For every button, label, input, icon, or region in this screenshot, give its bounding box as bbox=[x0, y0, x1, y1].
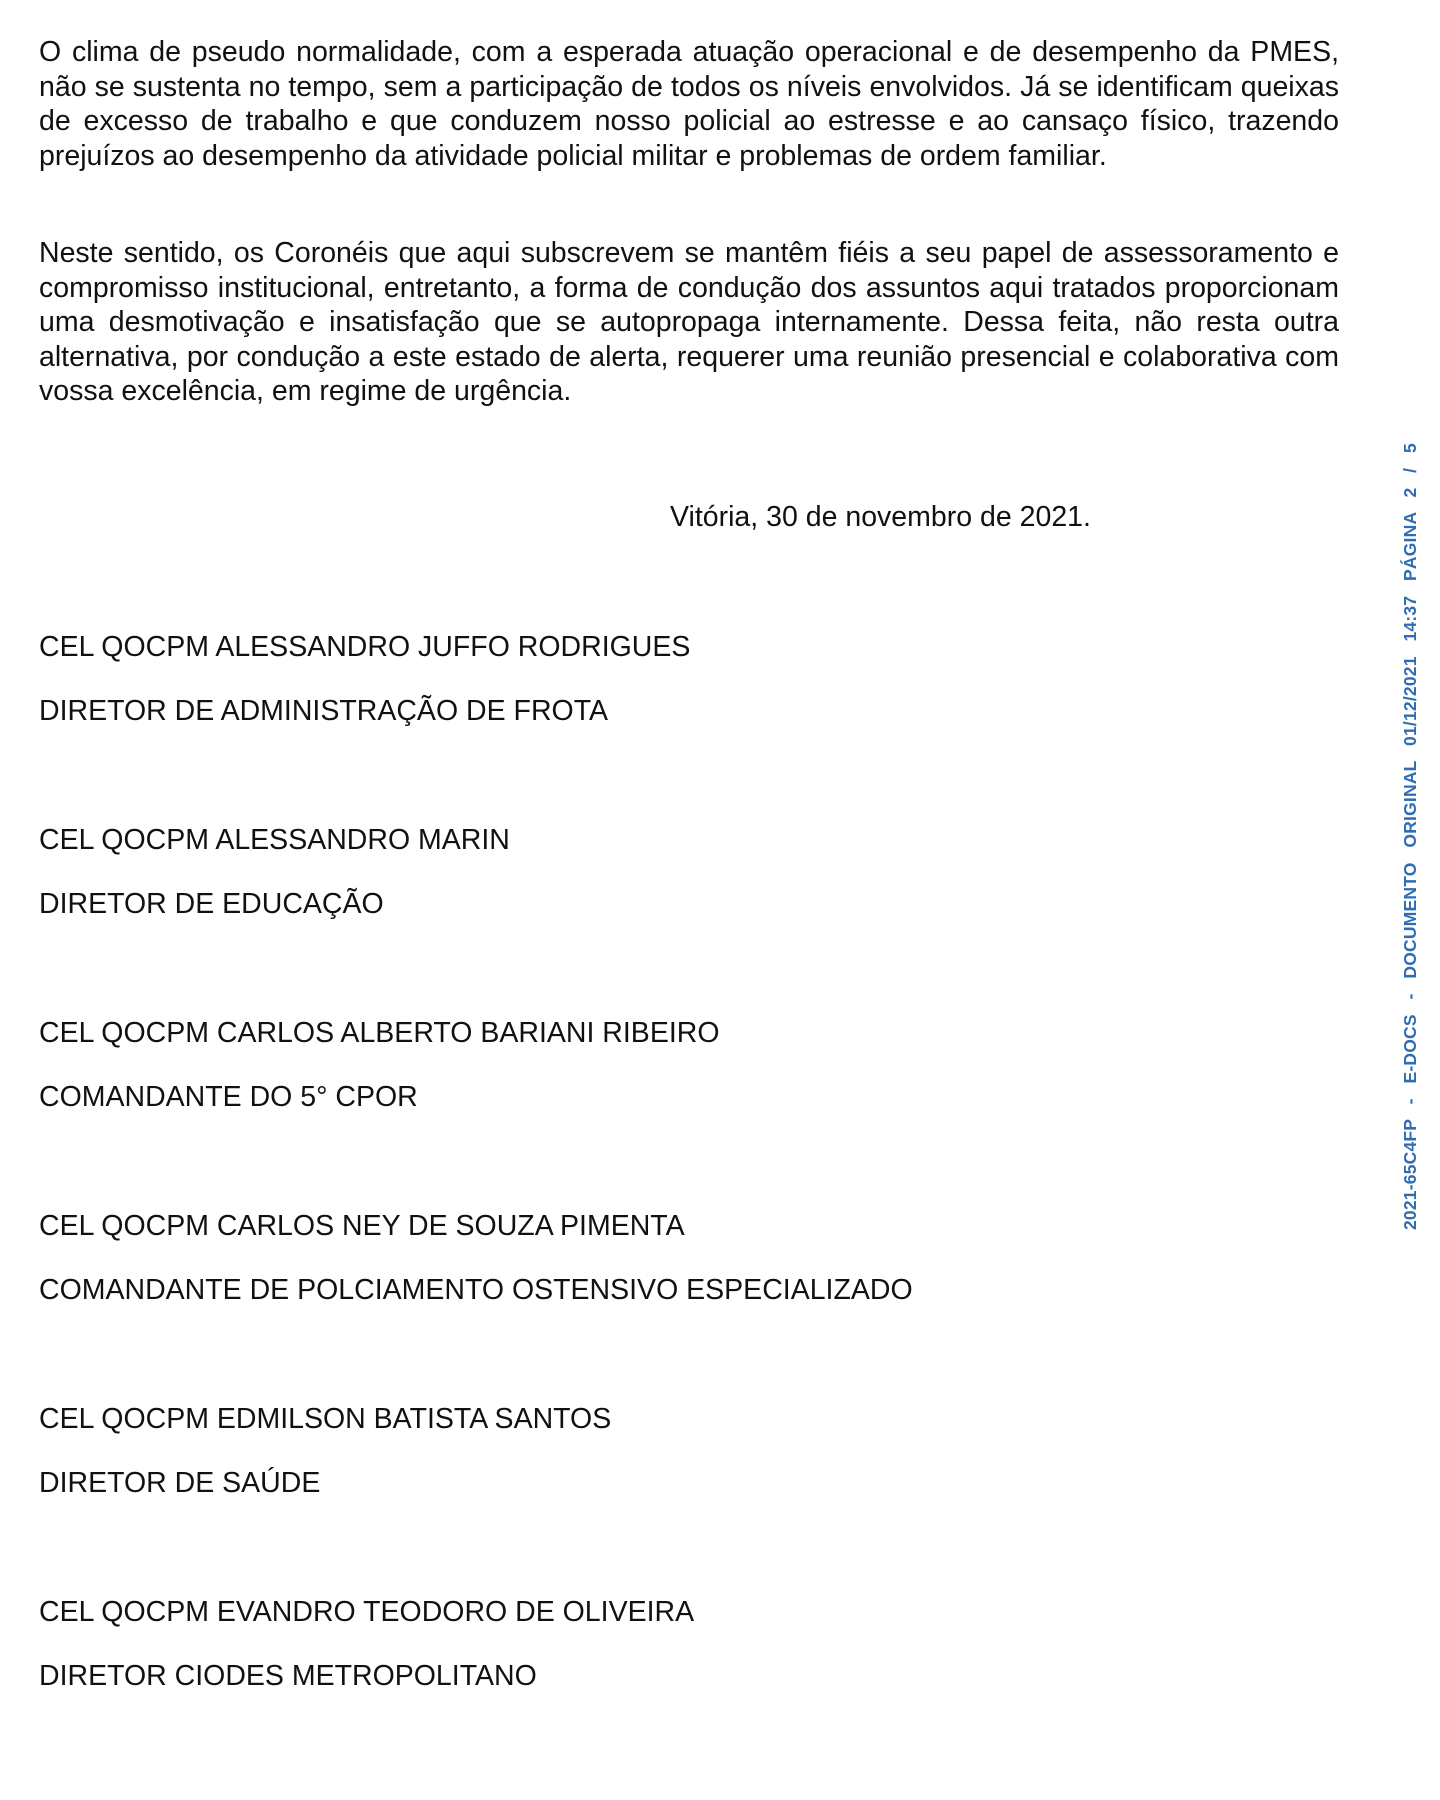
date-line: Vitória, 30 de novembro de 2021. bbox=[670, 501, 1091, 533]
edocs-margin-stamp bbox=[1399, 443, 1421, 1230]
signatory-role: DIRETOR DE EDUCAÇÃO bbox=[39, 888, 384, 920]
signatory-role: DIRETOR DE ADMINISTRAÇÃO DE FROTA bbox=[39, 695, 608, 727]
signatory-block bbox=[39, 1016, 1339, 1209]
signatory-role: DIRETOR DE SAÚDE bbox=[39, 1467, 321, 1499]
signatory-block bbox=[39, 630, 1339, 823]
signatory-role: COMANDANTE DO 5° CPOR bbox=[39, 1081, 418, 1113]
signatory-role: DIRETOR CIODES METROPOLITANO bbox=[39, 1660, 537, 1692]
signatory-role: COMANDANTE DE POLCIAMENTO OSTENSIVO ESPECIALIZADO bbox=[39, 1274, 913, 1306]
signatory-name: CEL QOCPM ALESSANDRO JUFFO RODRIGUES bbox=[39, 631, 691, 663]
signatory-name: CEL QOCPM ALESSANDRO MARIN bbox=[39, 824, 510, 856]
signatory-name: CEL QOCPM EDMILSON BATISTA SANTOS bbox=[39, 1403, 612, 1435]
signatory-block bbox=[39, 1595, 1339, 1788]
signatory-list bbox=[39, 630, 1339, 1788]
paragraph-1: O clima de pseudo normalidade, com a esperada atuação operacional e de desempenho da PMES, não se sustenta no tempo, sem a participação de todos os níveis envolvidos. Já se identificam queixas de excesso de trabalho e que conduzem nosso policial ao estresse e ao cansaço físico, trazendo prejuízos ao desempenho da atividade policial militar e problemas de ordem familiar. bbox=[39, 36, 1339, 172]
signatory-block bbox=[39, 1209, 1339, 1402]
signatory-block bbox=[39, 823, 1339, 1016]
signatory-name: CEL QOCPM CARLOS ALBERTO BARIANI RIBEIRO bbox=[39, 1017, 720, 1049]
signatory-name: CEL QOCPM EVANDRO TEODORO DE OLIVEIRA bbox=[39, 1596, 695, 1628]
paragraph-2: Neste sentido, os Coronéis que aqui subscrevem se mantêm fiéis a seu papel de assessoramento e compromisso institucional, entretanto, a forma de condução dos assuntos aqui tratados proporcionam uma desmotivação e insatisfação que se autopropaga internamente. Dessa feita, não resta outra alternativa, por condução a este estado de alerta, requerer uma reunião presencial e colaborativa com vossa excelência, em regime de urgência. bbox=[39, 237, 1339, 407]
signatory-block bbox=[39, 1402, 1339, 1595]
margin-stamp-text: 2021-65C4FP - E-DOCS - DOCUMENTO ORIGINAL 01/12/2021 14:37 PÁGINA 2 / 5 bbox=[1400, 443, 1420, 1230]
signatory-name: CEL QOCPM CARLOS NEY DE SOUZA PIMENTA bbox=[39, 1210, 685, 1242]
